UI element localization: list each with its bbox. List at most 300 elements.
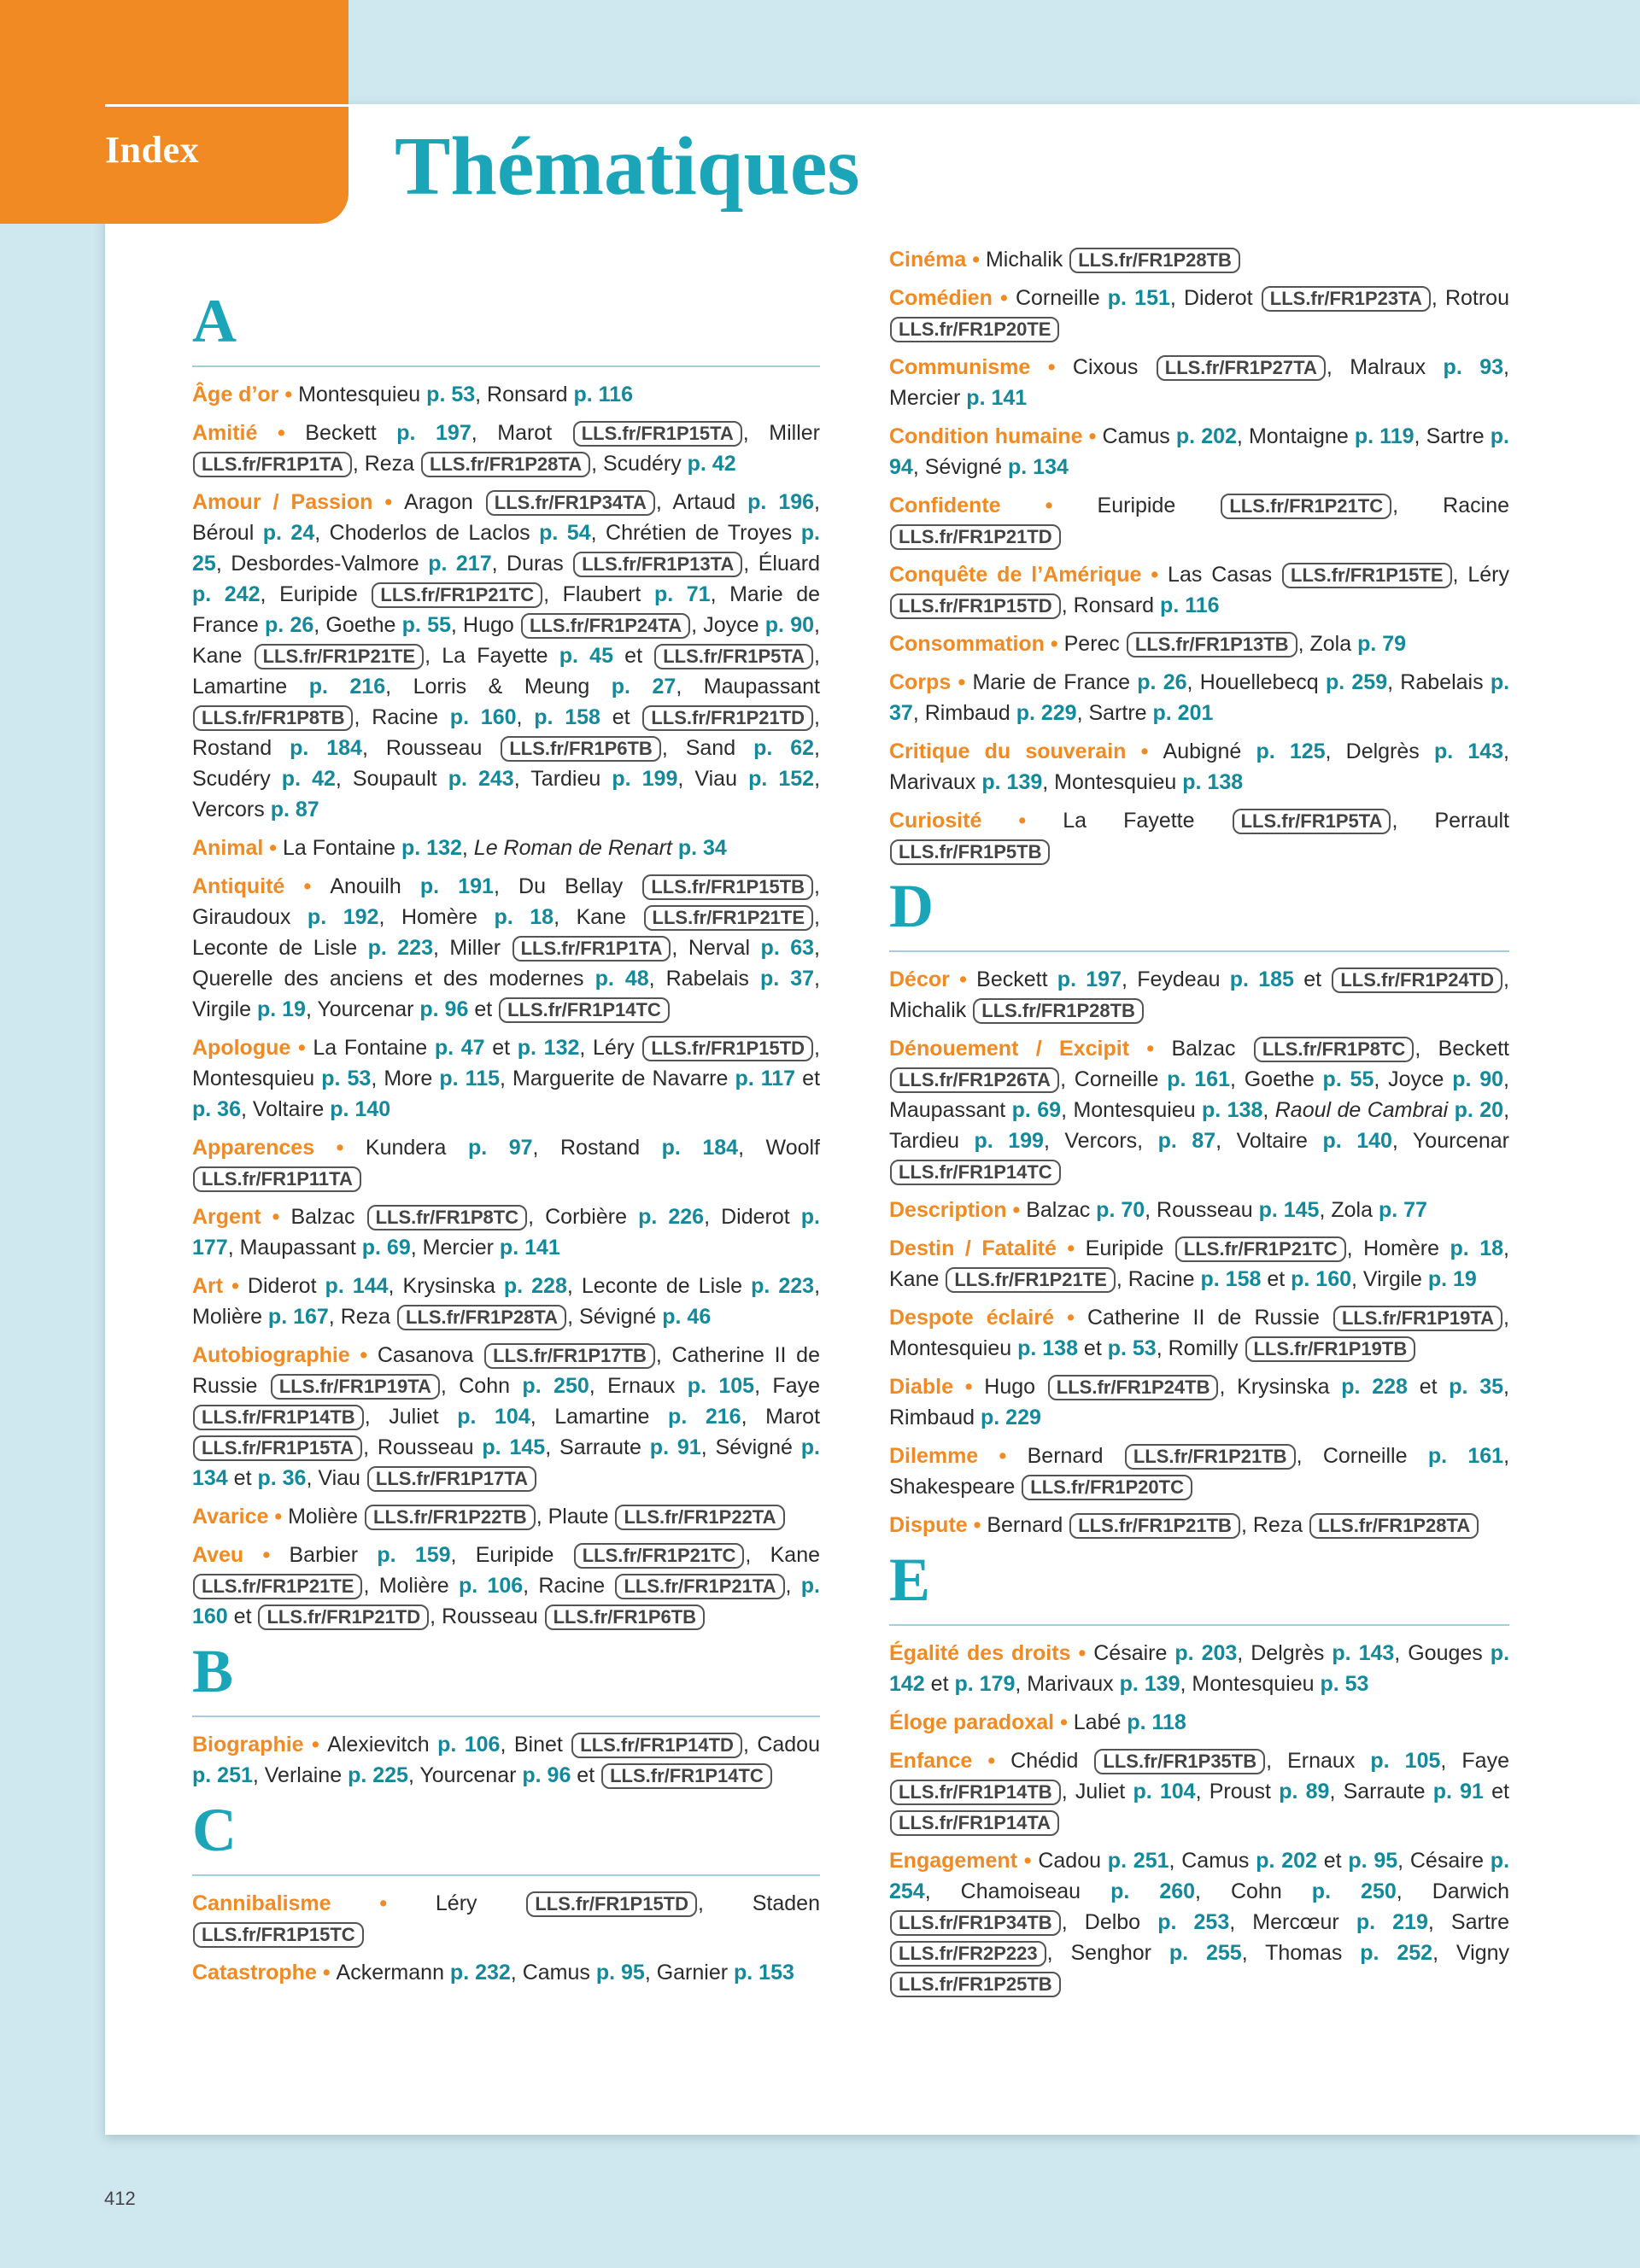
lls-link-badge[interactable]: LLS.fr/FR1P14TC (601, 1763, 772, 1789)
entry-text: , Beckett (1414, 1037, 1509, 1061)
entry-text: , (1262, 1098, 1275, 1122)
bullet-separator: • (972, 1749, 1011, 1773)
bullet-separator: • (981, 809, 1063, 833)
lls-link-badge[interactable]: LLS.fr/FR1P19TB (1245, 1336, 1416, 1362)
lls-link-badge[interactable]: LLS.fr/FR1P6TB (501, 736, 660, 762)
entry-text: et (227, 1605, 258, 1628)
entry-text: , Krysinska (388, 1274, 504, 1298)
entry-text: Montesquieu (298, 383, 427, 406)
lls-link-badge[interactable]: LLS.fr/FR1P25TB (890, 1972, 1061, 1997)
lls-link-badge[interactable]: LLS.fr/FR1P5TA (1233, 809, 1391, 834)
page-reference: p. 132 (517, 1036, 580, 1060)
page-reference: p. 202 (1175, 424, 1237, 448)
page-reference: p. 104 (1133, 1780, 1196, 1803)
page-reference: p. 232 (449, 1961, 511, 1984)
entry-text: La Fayette (1063, 809, 1232, 833)
entry-text: , Kane (745, 1543, 821, 1567)
entry-text: , Verlaine (252, 1763, 348, 1787)
lls-link-badge[interactable]: LLS.fr/FR1P34TB (890, 1910, 1061, 1936)
bullet-separator: • (257, 421, 306, 445)
lls-link-badge[interactable]: LLS.fr/FR1P24TD (1332, 967, 1502, 993)
entry-text: , Leconte de Lisle (566, 1274, 752, 1298)
page-reference: p. 196 (747, 490, 815, 514)
index-entry-catastrophe (192, 1957, 820, 1988)
right-column (889, 244, 1509, 2007)
lls-link-badge[interactable]: LLS.fr/FR1P21TE (255, 644, 424, 669)
entry-text: , Kane (554, 905, 643, 929)
lls-link-badge[interactable]: LLS.fr/FR1P6TB (545, 1605, 705, 1630)
entry-text: , Darwich (1396, 1879, 1510, 1903)
page-reference: p. 197 (1057, 967, 1122, 991)
entry-term: Destin / Fatalité (889, 1236, 1057, 1260)
entry-text: , More (371, 1067, 440, 1090)
entry-text: , Duras (491, 552, 573, 576)
entry-text: , Voltaire (240, 1097, 331, 1121)
entry-text: , Goethe (313, 613, 402, 637)
entry-text: , Desbordes-Valmore (215, 552, 429, 576)
page-reference: p. 96 (522, 1763, 571, 1787)
bullet-separator: • (314, 1136, 366, 1160)
entry-text: , (516, 705, 535, 729)
page-reference: p. 69 (1011, 1098, 1062, 1122)
entry-text: , Ernaux (1266, 1749, 1371, 1773)
bullet-separator: • (263, 836, 284, 860)
page-reference: p. 93 (1443, 355, 1503, 379)
entry-text: , Flaubert (543, 582, 654, 606)
lls-link-badge[interactable]: LLS.fr/FR1P8TB (193, 705, 353, 731)
index-entry-dispute (889, 1510, 1509, 1540)
lls-link-badge[interactable]: LLS.fr/FR1P28TB (1069, 248, 1240, 273)
lls-link-badge[interactable]: LLS.fr/FR1P24TB (1048, 1375, 1219, 1400)
index-entry-communisme (889, 352, 1509, 413)
page-reference: p. 36 (192, 1097, 241, 1121)
entry-text: , Nerval (671, 936, 761, 960)
lls-link-badge[interactable]: LLS.fr/FR1P28TA (1309, 1513, 1479, 1539)
lls-link-badge[interactable]: LLS.fr/FR1P5TB (890, 839, 1050, 865)
lls-link-badge[interactable]: LLS.fr/FR1P15TE (1282, 563, 1451, 588)
entry-text: , Yourcenar (407, 1763, 523, 1787)
entry-term: Aveu (192, 1543, 244, 1567)
entry-text: , Tardieu (889, 1098, 1510, 1153)
entry-text: Bernard (987, 1513, 1069, 1537)
page-reference: p. 197 (396, 421, 472, 445)
bullet-separator: • (1000, 494, 1098, 517)
lls-link-badge[interactable]: LLS.fr/FR1P14TA (890, 1810, 1059, 1836)
entry-text: , Sarraute (1329, 1780, 1433, 1803)
lls-link-badge[interactable]: LLS.fr/FR1P15TD (526, 1891, 697, 1917)
index-tab-label: Index (105, 129, 200, 171)
entry-text: , Scudéry (591, 452, 688, 476)
page-reference: p. 115 (439, 1067, 501, 1090)
lls-link-badge[interactable]: LLS.fr/FR1P23TA (1262, 286, 1431, 312)
lls-link-badge[interactable]: LLS.fr/FR1P27TA (1157, 355, 1326, 381)
entry-text: , Marot (741, 1405, 821, 1429)
entry-text: Labé (1073, 1710, 1128, 1734)
index-entry-curiosite (889, 805, 1509, 867)
entry-text: Beckett (976, 967, 1057, 991)
entry-text: , Goethe (1230, 1067, 1323, 1091)
entry-text (672, 836, 678, 860)
entry-text: , Sand (661, 736, 754, 760)
page-reference: p. 89 (1279, 1780, 1330, 1803)
page-reference: p. 251 (192, 1763, 253, 1787)
entry-term: Dénouement / Excipit (889, 1037, 1130, 1061)
entry-text: , (785, 1574, 801, 1598)
entry-text: Michalik (985, 248, 1069, 272)
page-reference: p. 45 (559, 644, 613, 668)
page-reference: p. 116 (1160, 593, 1220, 617)
lls-link-badge[interactable]: LLS.fr/FR1P24TA (521, 613, 690, 639)
entry-text: , Thomas (1241, 1941, 1361, 1965)
entry-text: , Béroul (192, 490, 820, 545)
entry-text: Aragon (404, 490, 485, 514)
entry-term: Décor (889, 967, 950, 991)
index-entry-biographie (192, 1729, 820, 1791)
bullet-separator: • (349, 1343, 378, 1367)
lls-link-badge[interactable]: LLS.fr/FR1P13TB (1127, 632, 1297, 658)
bullet-separator: • (223, 1274, 248, 1298)
page-reference: p. 144 (325, 1274, 389, 1298)
entry-text: Molière (288, 1505, 364, 1529)
page-reference: p. 37 (889, 670, 1510, 725)
index-entry-decor (889, 964, 1509, 1026)
lls-link-badge[interactable]: LLS.fr/FR1P8TC (1254, 1037, 1414, 1062)
page-reference: p. 139 (1119, 1672, 1180, 1696)
section-letter-c: C (192, 1799, 820, 1876)
entry-term: Amour / Passion (192, 490, 373, 514)
entry-text: , Binet (500, 1733, 571, 1757)
lls-link-badge[interactable]: LLS.fr/FR1P15TD (642, 1036, 813, 1061)
entry-text: , Mercier (410, 1236, 500, 1260)
entry-text: , Euripide (260, 582, 372, 606)
page-reference: p. 55 (401, 613, 451, 637)
lls-link-badge[interactable]: LLS.fr/FR1P21TD (890, 524, 1061, 550)
entry-text: , Miller (433, 936, 512, 960)
entry-text: , Tardieu (513, 767, 612, 791)
page-reference: p. 71 (653, 582, 711, 606)
entry-text: Catherine II de Russie (1087, 1306, 1332, 1330)
page-reference: p. 250 (1311, 1879, 1397, 1903)
page-reference: p. 63 (760, 936, 815, 960)
bullet-separator: • (1082, 424, 1103, 448)
entry-text: , Maupassant (227, 1236, 362, 1260)
lls-link-badge[interactable]: LLS.fr/FR1P21TC (1175, 1236, 1346, 1262)
lls-link-badge[interactable]: LLS.fr/FR1P15TC (193, 1922, 364, 1948)
page-reference: p. 145 (482, 1435, 546, 1459)
entry-text: Perec (1063, 632, 1126, 656)
lls-link-badge[interactable]: LLS.fr/FR1P14TB (193, 1405, 364, 1430)
page-reference: p. 37 (759, 967, 815, 991)
index-entry-denouement-excipit (889, 1033, 1509, 1187)
lls-link-badge[interactable]: LLS.fr/FR1P21TA (615, 1574, 784, 1599)
entry-text: , Hugo (450, 613, 521, 637)
entry-text: , Cadou (742, 1733, 820, 1757)
page-reference: p. 185 (1229, 967, 1294, 991)
lls-link-badge[interactable]: LLS.fr/FR1P11TA (193, 1166, 361, 1192)
lls-link-badge[interactable]: LLS.fr/FR1P28TA (397, 1305, 566, 1330)
entry-term: Catastrophe (192, 1961, 317, 1984)
page-reference: p. 142 (889, 1641, 1510, 1696)
page-reference: p. 191 (419, 874, 494, 898)
work-title: Raoul de Cambrai (1274, 1098, 1449, 1122)
entry-text: , Rimbaud (912, 701, 1016, 725)
lls-link-badge[interactable]: LLS.fr/FR1P8TC (367, 1205, 527, 1230)
page-reference: p. 160 (1291, 1267, 1351, 1291)
entry-text: , Miller (742, 421, 821, 445)
entry-term: Animal (192, 836, 264, 860)
lls-link-badge[interactable]: LLS.fr/FR1P14TC (499, 997, 670, 1023)
entry-text: Balzac (290, 1205, 366, 1229)
bullet-separator: • (278, 383, 299, 406)
entry-text: , Léry (1452, 563, 1509, 587)
page-reference: p. 143 (1332, 1641, 1395, 1665)
page-reference: p. 134 (192, 1435, 820, 1490)
lls-link-badge[interactable]: LLS.fr/FR1P5TA (654, 644, 813, 669)
entry-text: et (571, 1763, 601, 1787)
page-reference: p. 201 (1152, 701, 1214, 725)
entry-term: Despote éclairé (889, 1306, 1054, 1330)
bullet-separator: • (268, 1505, 289, 1529)
lls-link-badge[interactable]: LLS.fr/FR1P21TC (574, 1543, 745, 1569)
index-entry-amitie (192, 418, 820, 479)
bullet-separator: • (331, 1891, 436, 1915)
entry-text: , Rabelais (648, 967, 760, 991)
lls-link-badge[interactable]: LLS.fr/FR1P15TA (573, 421, 742, 447)
lls-link-badge[interactable]: LLS.fr/FR1P21TD (258, 1605, 429, 1630)
bullet-separator: • (243, 1543, 290, 1567)
lls-link-badge[interactable]: LLS.fr/FR1P15TB (642, 874, 813, 900)
index-entry-argent (192, 1201, 820, 1263)
entry-text: , Joyce (1374, 1067, 1453, 1091)
entry-text: , Molière (192, 1274, 821, 1329)
index-entry-despote-eclaire (889, 1302, 1509, 1364)
index-entry-consommation (889, 628, 1509, 659)
entry-text: Diderot (247, 1274, 325, 1298)
page-reference: p. 19 (1427, 1267, 1477, 1291)
entry-text: , Zola (1297, 632, 1358, 656)
index-entry-condition-humaine (889, 421, 1509, 482)
lls-link-badge[interactable]: LLS.fr/FR1P1TA (512, 936, 671, 962)
page-reference: p. 152 (748, 767, 815, 791)
page-reference: p. 140 (1322, 1129, 1392, 1153)
page-reference: p. 70 (1096, 1198, 1145, 1222)
entry-text: , Sévigné (567, 1305, 663, 1329)
page-reference: p. 27 (611, 675, 676, 699)
entry-text: , Catherine II de Russie (192, 1343, 820, 1398)
page-reference: p. 216 (308, 675, 386, 699)
lls-link-badge[interactable]: LLS.fr/FR1P22TB (365, 1505, 536, 1530)
index-entry-dilemme (889, 1441, 1509, 1502)
entry-term: Curiosité (889, 809, 982, 833)
lls-link-badge[interactable]: LLS.fr/FR1P15TD (890, 593, 1061, 619)
index-entry-conquete-de-l-amerique (889, 559, 1509, 621)
lls-link-badge[interactable]: LLS.fr/FR1P21TE (644, 905, 813, 931)
entry-text: et (468, 997, 499, 1021)
entry-text: , Senghor (1046, 1941, 1169, 1965)
entry-text: , Marivaux (1015, 1672, 1120, 1696)
section-letter-e: E (889, 1549, 1509, 1626)
entry-text: et (1407, 1375, 1450, 1399)
lls-link-badge[interactable]: LLS.fr/FR1P14TC (890, 1160, 1061, 1185)
page-reference: p. 202 (1256, 1849, 1317, 1873)
page-reference: p. 184 (661, 1136, 739, 1160)
lls-link-badge[interactable]: LLS.fr/FR1P26TA (890, 1067, 1059, 1093)
page-reference: p. 55 (1322, 1067, 1374, 1091)
lls-link-badge[interactable]: LLS.fr/FR1P22TA (615, 1505, 784, 1530)
lls-link-badge[interactable]: LLS.fr/FR2P223 (890, 1941, 1046, 1967)
bullet-separator: • (1054, 1710, 1074, 1734)
entry-text: Chédid (1010, 1749, 1094, 1773)
page-reference: p. 140 (330, 1097, 391, 1121)
entry-term: Éloge paradoxal (889, 1710, 1055, 1734)
entry-text: , Camus (510, 1961, 596, 1984)
page-reference: p. 77 (1378, 1198, 1427, 1222)
entry-text: , Giraudoux (192, 874, 820, 929)
entry-term: Apologue (192, 1036, 291, 1060)
entry-text: Césaire (1093, 1641, 1175, 1665)
entry-text: Bernard (1027, 1444, 1124, 1468)
entry-text: Barbier (289, 1543, 378, 1567)
page-reference: p. 90 (1452, 1067, 1504, 1091)
entry-text: , Faye (754, 1374, 821, 1398)
entry-text: , Chrétien de Troyes (590, 521, 801, 545)
entry-text: et (612, 644, 654, 668)
page-reference: p. 94 (889, 424, 1509, 479)
page-reference: p. 116 (573, 383, 633, 406)
entry-text: La Fontaine (313, 1036, 435, 1060)
index-entry-apologue (192, 1032, 820, 1125)
entry-text: , Éluard (743, 552, 820, 576)
page-reference: p. 217 (428, 552, 492, 576)
lls-link-badge[interactable]: LLS.fr/FR1P21TB (1125, 1444, 1296, 1470)
lls-link-badge[interactable]: LLS.fr/FR1P20TC (1022, 1475, 1192, 1500)
page-reference: p. 97 (467, 1136, 533, 1160)
lls-link-badge[interactable]: LLS.fr/FR1P21TC (372, 582, 542, 608)
lls-link-badge[interactable]: LLS.fr/FR1P1TA (193, 452, 352, 477)
page-reference: p. 62 (753, 736, 815, 760)
entry-text: Balzac (1026, 1198, 1097, 1222)
lls-link-badge[interactable]: LLS.fr/FR1P19TA (1333, 1306, 1502, 1331)
entry-text: , Montesquieu (192, 1036, 820, 1090)
page-reference: p. 184 (290, 736, 362, 760)
page-reference: p. 134 (1008, 455, 1069, 479)
page-reference: p. 145 (1258, 1198, 1320, 1222)
entry-text: et (1483, 1780, 1509, 1803)
page-reference: p. 177 (192, 1205, 820, 1260)
entry-text: , Montesquieu (889, 1306, 1509, 1360)
page-reference: p. 260 (1110, 1879, 1196, 1903)
page-reference: p. 36 (257, 1466, 307, 1490)
entry-text: , Juliet (1061, 1780, 1133, 1803)
entry-text: , Kane (889, 1236, 1509, 1291)
entry-text: , Sévigné (912, 455, 1008, 479)
lls-link-badge[interactable]: LLS.fr/FR1P35TB (1094, 1749, 1265, 1774)
lls-link-badge[interactable]: LLS.fr/FR1P20TE (890, 317, 1059, 342)
entry-text: , Maupassant (676, 675, 820, 699)
entry-text: , Rostand (532, 1136, 662, 1160)
entry-text: , Ronsard (1061, 593, 1161, 617)
entry-text: , Delgrès (1237, 1641, 1332, 1665)
entry-text: , Krysinska (1219, 1375, 1342, 1399)
entry-text: , Rimbaud (889, 1375, 1509, 1429)
entry-text: , Feydeau (1122, 967, 1230, 991)
page-reference: p. 153 (734, 1961, 794, 1984)
lls-link-badge[interactable]: LLS.fr/FR1P21TD (642, 705, 813, 731)
entry-text: , Gouges (1394, 1641, 1491, 1665)
entry-text: , Rousseau (363, 1435, 483, 1459)
page-reference: p. 161 (1167, 1067, 1230, 1091)
entry-text: , Vercors, (1043, 1129, 1158, 1153)
index-entry-eloge-paradoxal (889, 1707, 1509, 1738)
entry-term: Dispute (889, 1513, 968, 1537)
entry-term: Description (889, 1198, 1007, 1222)
page-reference: p. 34 (677, 836, 727, 860)
page-reference: p. 223 (367, 936, 433, 960)
bullet-separator: • (1056, 1236, 1086, 1260)
entry-text: Léry (435, 1891, 526, 1915)
entry-text: , Diderot (1169, 286, 1261, 310)
bullet-separator: • (992, 286, 1016, 310)
entry-term: Conquête de l’Amérique (889, 563, 1142, 587)
entry-text: , Corbière (528, 1205, 639, 1229)
entry-text: , Diderot (704, 1205, 801, 1229)
page-reference: p. 53 (321, 1067, 372, 1090)
page-reference: p. 54 (539, 521, 591, 545)
entry-term: Diable (889, 1375, 954, 1399)
lls-link-badge[interactable]: LLS.fr/FR1P19TA (271, 1374, 440, 1400)
entry-text: , Michalik (889, 967, 1509, 1022)
entry-text: , Lamartine (530, 1405, 669, 1429)
lls-link-badge[interactable]: LLS.fr/FR1P28TB (973, 998, 1144, 1024)
entry-term: Apparences (192, 1136, 315, 1160)
entry-text: , Viau (677, 767, 749, 791)
bullet-separator: • (284, 874, 331, 898)
entry-text: , Homère (1346, 1236, 1450, 1260)
entry-text: , Sartre (1076, 701, 1153, 725)
entry-text: , Viau (306, 1466, 366, 1490)
entry-text: Beckett (305, 421, 397, 445)
lls-link-badge[interactable]: LLS.fr/FR1P28TA (421, 452, 590, 477)
entry-text: , Marot (471, 421, 572, 445)
lls-link-badge[interactable]: LLS.fr/FR1P21TE (946, 1267, 1115, 1293)
page-reference: p. 26 (1137, 670, 1187, 694)
lls-link-badge[interactable]: LLS.fr/FR1P34TA (486, 490, 655, 516)
entry-text: , Mercœur (1229, 1910, 1356, 1934)
entry-term: Art (192, 1274, 224, 1298)
entry-text: , Homère (378, 905, 495, 929)
lls-link-badge[interactable]: LLS.fr/FR1P13TA (573, 552, 742, 577)
page-reference: p. 159 (377, 1543, 451, 1567)
entry-text: Cadou (1038, 1849, 1108, 1873)
entry-text: et (1316, 1849, 1349, 1873)
lls-link-badge[interactable]: LLS.fr/FR1P17TB (484, 1343, 655, 1369)
page-reference: p. 105 (1370, 1749, 1441, 1773)
page-reference: p. 254 (889, 1849, 1510, 1903)
lls-link-badge[interactable]: LLS.fr/FR1P21TE (193, 1574, 362, 1599)
entry-text: , Marguerite de Navarre (500, 1067, 735, 1090)
lls-link-badge[interactable]: LLS.fr/FR1P15TA (193, 1435, 362, 1461)
lls-link-badge[interactable]: LLS.fr/FR1P21TB (1069, 1513, 1240, 1539)
lls-link-badge[interactable]: LLS.fr/FR1P14TD (571, 1733, 742, 1758)
entry-text: , Staden (698, 1891, 820, 1915)
entry-text: , Corneille (1060, 1067, 1168, 1091)
page-reference: p. 192 (307, 905, 379, 929)
lls-link-badge[interactable]: LLS.fr/FR1P14TB (890, 1780, 1061, 1805)
entry-text: , Garnier (644, 1961, 735, 1984)
index-entry-diable (889, 1371, 1509, 1433)
lls-link-badge[interactable]: LLS.fr/FR1P21TC (1221, 494, 1391, 519)
lls-link-badge[interactable]: LLS.fr/FR1P17TA (367, 1466, 536, 1492)
